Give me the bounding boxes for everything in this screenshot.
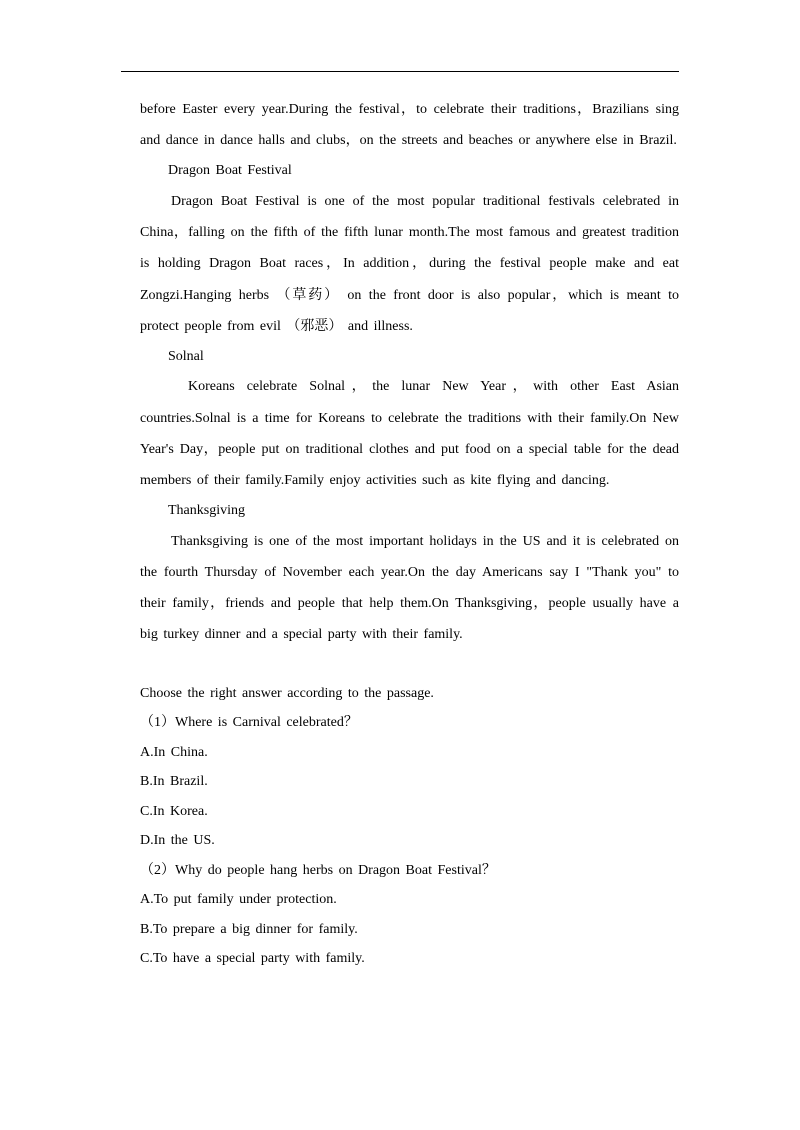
section-heading-thanksgiving: Thanksgiving (168, 503, 245, 519)
answer-option[interactable]: B.To prepare a big dinner for family. (140, 921, 358, 937)
question-prompt: （1）Where is Carnival celebrated？ (140, 715, 358, 731)
answer-option[interactable]: C.In Korea. (140, 803, 208, 819)
header-rule (121, 71, 679, 72)
solnal-paragraph: Koreans celebrate Solnal，the lunar New Year，with other East Asian countries.Solnal is a time for Koreans to celebrate the traditions with their family.On New Year's Day，people put on traditional clothes and put food on a special table for the dead members of their family.Family enjoy activities such as kite flying and dancing. (140, 379, 679, 489)
passage (140, 94, 679, 974)
answer-option[interactable]: B.In Brazil. (140, 774, 208, 790)
answer-option[interactable]: A.In China. (140, 744, 208, 760)
carnival-paragraph: before Easter every year.During the festival，to celebrate their traditions，Brazilians sing and dance in dance halls and clubs，on the streets and beaches or anywhere else in Brazil. (140, 102, 679, 149)
section-heading-solnal: Solnal (168, 348, 204, 364)
answer-option[interactable]: C.To have a special party with family. (140, 951, 365, 967)
instruction-text: Choose the right answer according to the passage. (140, 685, 434, 701)
dragon-boat-paragraph: Dragon Boat Festival is one of the most popular traditional festivals celebrated in China，falling on the fifth of the fifth lunar month.The most famous and greatest tradition is holding Dragon Boat races，In addition，during the festival people make and eat Zongzi.Hanging herbs （草药） on the front door is also popular，which is meant to protect people from evil （邪恶） and illness. (140, 193, 679, 334)
section-heading-dragon-boat: Dragon Boat Festival (168, 163, 292, 179)
answer-option[interactable]: A.To put family under protection. (140, 892, 337, 908)
thanksgiving-paragraph: Thanksgiving is one of the most important holidays in the US and it is celebrated on the fourth Thursday of November each year.On the day Americans say I "Thank you" to their family，friends and people that help them.On Thanksgiving，people usually have a big turkey dinner and a special party with their family. (140, 533, 679, 643)
question-2 (140, 856, 679, 974)
question-prompt: （2）Why do people hang herbs on Dragon Boat Festival？ (140, 862, 496, 878)
question-1 (140, 708, 679, 856)
answer-option[interactable]: D.In the US. (140, 833, 215, 849)
